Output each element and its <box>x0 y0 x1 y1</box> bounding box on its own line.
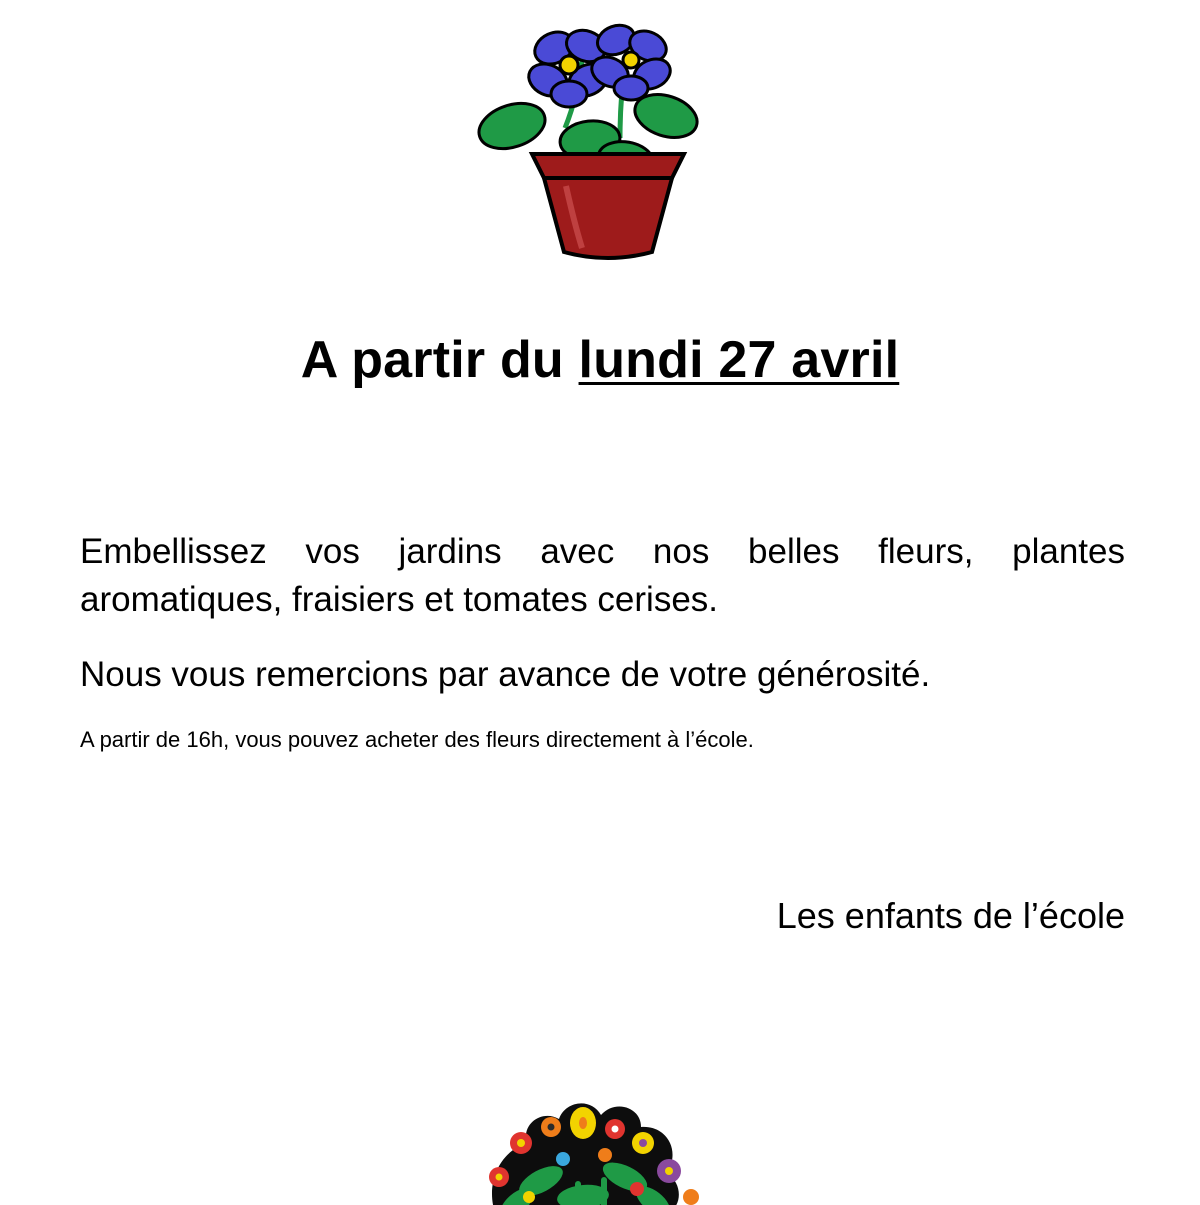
flower-bouquet-svg <box>455 1085 745 1205</box>
page-title-date: lundi 27 avril <box>578 331 900 389</box>
signature-text: Les enfants de l’école <box>776 895 1125 936</box>
paragraph-1: Embellissez vos jardins avec nos belles fleurs, plantes aromatiques, fraisiers et tomates cerises. <box>80 532 1125 620</box>
potted-violets-illustration <box>470 8 730 268</box>
page-title <box>0 330 1200 390</box>
paragraph-2: Nous vous remercions par avance de votre générosité. <box>80 654 931 694</box>
potted-violets-svg <box>470 8 730 268</box>
flower-pot <box>532 154 684 258</box>
body-text <box>80 528 1125 756</box>
page-title-prefix: A partir du <box>300 331 579 389</box>
note-text: A partir de 16h, vous pouvez acheter des fleurs directement à l’école. <box>80 726 754 752</box>
flower-bouquet-illustration <box>455 1085 745 1205</box>
